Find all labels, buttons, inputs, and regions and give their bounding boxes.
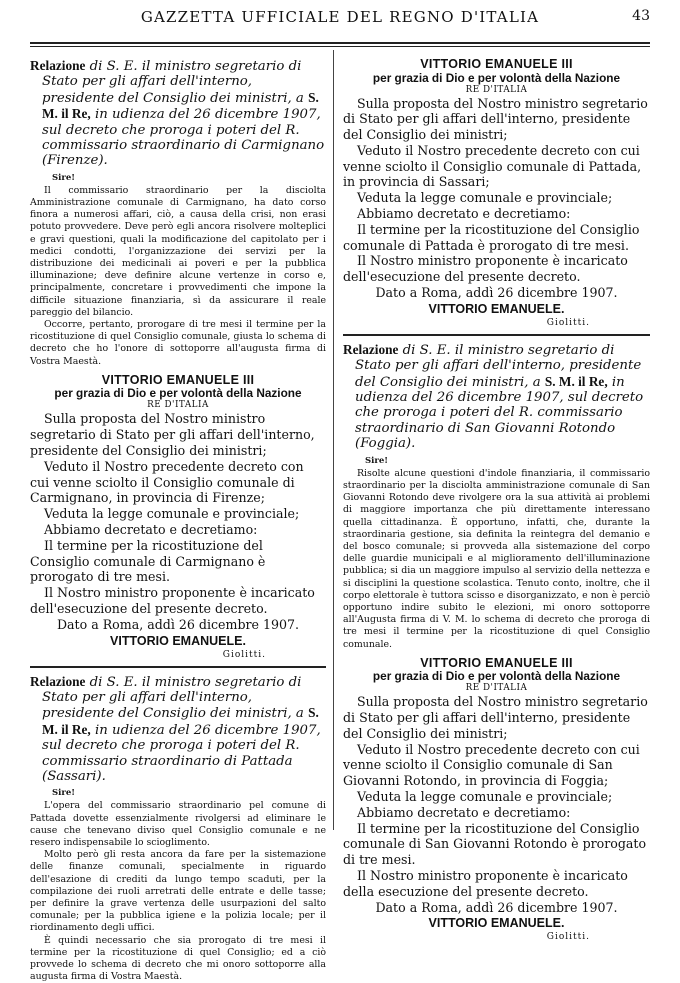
- relazione-heading-pre: di S. E. il ministro segretario di Stato per gli affari dell'interno, presidente del Consiglio dei ministri, a: [355, 342, 642, 390]
- decree-clause: Il termine per la ricostituzione del Consiglio comunale di San Giovanni Rotondo è prorogato di tre mesi.: [343, 820, 647, 868]
- sire-salutation: Sire!: [365, 455, 388, 466]
- decree-clause: Il termine per la ricostituzione del Consiglio comunale di Carmignano è prorogato di tre mesi.: [30, 537, 266, 585]
- header-rule-thick: [30, 42, 650, 44]
- section-separator: [30, 666, 326, 668]
- decree-king-name: VITTORIO EMANUELE III: [420, 655, 573, 670]
- decree-clause: Abbiamo decretato e decretiamo:: [357, 206, 571, 222]
- decree-countersign: Giolitti.: [546, 932, 590, 943]
- decree-signature: VITTORIO EMANUELE.: [428, 916, 565, 931]
- left-column: [30, 58, 326, 983]
- relazione-lead: Relazione: [30, 673, 86, 689]
- relazione-heading-post: in udienza del 26 dicembre 1907, sul decreto che proroga i poteri del R. commissario straordinario di San Giovanni Rotondo (Foggia).: [355, 374, 644, 452]
- report-paragraph: Il commissario straordinario per la disciolta Amministrazione comunale di Carmignano, ha dato corso finora a numerosi affari, ciò, a causa della crisi, non erasi potuto provvedere. Deve però egli ancora risolvere molteplici e gravi questioni, quali la modificazione del capitolato per i medici condotti, l'organizzazione dei servizi per la distribuzione dei medicinali ai poveri e per la pubblica illuminazione; deve definire alcune vertenze in corso e, principalmente, concretare i provvedimenti che impone la difficile situazione finanziaria, sì da assicurare il reale pareggio del bilancio.: [30, 184, 326, 318]
- header-rule-thin: [30, 46, 650, 47]
- sire-salutation: Sire!: [52, 172, 75, 183]
- decree-countersign: Giolitti.: [546, 317, 590, 328]
- relazione-carmignano: [30, 58, 326, 169]
- report-paragraph: Occorre, pertanto, prorogare di tre mesi il termine per la ricostituzione di quel Consiglio comunale, giusta lo schema di decreto che ho l'onore di sottoporre all'augusta firma di Vostra Maestà.: [30, 319, 326, 367]
- relazione-lead: Relazione: [30, 58, 86, 73]
- decree-clause: Sulla proposta del Nostro ministro segretario di Stato per gli affari dell'interno, presidente del Consiglio dei ministri;: [343, 95, 648, 143]
- decree-king-name: VITTORIO EMANUELE III: [420, 57, 573, 71]
- relazione-heading-post: in udienza del 26 dicembre 1907, sul decreto che proroga i poteri del R. commissario straordinario di Carmignano (Firenze).: [42, 107, 325, 169]
- decree-grace-formula: per grazia di Dio e per volontà della Nazione: [372, 669, 621, 684]
- decree-date: Dato a Roma, addì 26 dicembre 1907.: [375, 285, 618, 301]
- decree-re-italia: RE D'ITALIA: [465, 84, 528, 95]
- decree-clause: Sulla proposta del Nostro ministro segretario di Stato per gli affari dell'interno, presidente del Consiglio dei ministri;: [343, 694, 648, 741]
- decree-countersign: Giolitti.: [222, 649, 266, 660]
- decree-grace-formula: per grazia di Dio e per volontà della Nazione: [54, 386, 302, 401]
- decree-grace-formula: per grazia di Dio e per volontà della Nazione: [372, 70, 621, 85]
- decree-clause: Abbiamo decretato e decretiamo:: [44, 521, 258, 537]
- relazione-addressee: S. M. il Re,: [544, 373, 608, 389]
- decree-date: Dato a Roma, addì 26 dicembre 1907.: [56, 616, 300, 632]
- relazione-heading-post: in udienza del 26 dicembre 1907, sul decreto che proroga i poteri del R. commissario straordinario di Pattada (Sassari).: [42, 722, 321, 784]
- relazione-san-giovanni-rotondo: [343, 342, 650, 452]
- decree-clause: Il Nostro ministro proponente è incaricato dell'esecuzione del presente decreto.: [343, 253, 628, 285]
- decree-clause: Il Nostro ministro proponente è incaricato dell'esecuzione del presente decreto.: [30, 585, 315, 616]
- relazione-heading-pre: di S. E. il ministro segretario di Stato per gli affari dell'interno, presidente del Consiglio dei ministri, a: [42, 674, 304, 722]
- relazione-lead: Relazione: [343, 341, 399, 357]
- relazione-addressee: S. M. il Re,: [42, 89, 319, 122]
- section-separator: [343, 334, 650, 336]
- decree-clause: Il Nostro ministro proponente è incaricato della esecuzione del presente decreto.: [343, 868, 628, 899]
- right-column: [343, 58, 650, 942]
- report-paragraph: L'opera del commissario straordinario pel comune di Pattada dovette essenzialmente rivolgersi ad eliminare le cause che tenevano diviso quel Consiglio comunale e ne resero indispensabile lo scioglimento.: [30, 800, 326, 848]
- sire-salutation: Sire!: [52, 788, 75, 799]
- page-number: 43: [632, 8, 650, 24]
- decree-re-italia: RE D'ITALIA: [465, 683, 528, 694]
- decree-clause: Veduta la legge comunale e provinciale;: [44, 506, 300, 522]
- report-paragraph: Risolte alcune questioni d'indole finanziaria, il commissario straordinario per la disciolta amministrazione comunale di San Giovanni Rotondo deve rivolgere ora la sua attività ai problemi di maggiore importanza che più direttamente interessano quella cittadinanza. È opportuno, infatti, che, durante la straordinaria gestione, sia definita la reintegra del demanio e del bosco comunale; si provveda alla sistemazione del corpo delle guardie municipali e al miglioramento dell'illuminazione pubblica; si dia un maggiore impulso al servizio della nettezza e si disciplini la questione scolastica. Tenuto conto, inoltre, che il corpo elettorale è tuttora scisso e disorganizzato, e non è perciò opportuno indire subito le elezioni, mi onoro sottoporre all'Augusta firma di V. M. lo schema di decreto che proroga di tre mesi il termine per la ricostituzione di quel Consiglio comunale.: [343, 467, 650, 650]
- decree-clause: Veduto il Nostro precedente decreto con cui venne sciolto il Consiglio comunale di Pattada, in provincia di Sassari;: [343, 142, 642, 190]
- relazione-pattada: [30, 674, 326, 785]
- relazione-addressee: S. M. il Re,: [42, 705, 319, 737]
- decree-signature: VITTORIO EMANUELE.: [428, 301, 565, 316]
- decree-clause: Veduto il Nostro precedente decreto con cui venne sciolto il Consiglio comunale di Carmignano, in provincia di Firenze;: [30, 458, 304, 506]
- relazione-heading-pre: di S. E. il ministro segretario di Stato per gli affari dell'interno, presidente del Consiglio dei ministri, a: [42, 59, 304, 106]
- decree-clause: Abbiamo decretato e decretiamo:: [357, 804, 571, 820]
- decree-clause: Sulla proposta del Nostro ministro segretario di Stato per gli affari dell'interno, presidente del Consiglio dei ministri;: [30, 411, 315, 458]
- decree-date: Dato a Roma, addì 26 dicembre 1907.: [375, 899, 618, 915]
- decree-king-name: VITTORIO EMANUELE III: [101, 372, 255, 387]
- decree-clause: Il termine per la ricostituzione del Consiglio comunale di Pattada è prorogato di tre mesi.: [343, 221, 640, 253]
- page-header: [30, 0, 650, 44]
- decree-clause: Veduta la legge comunale e provinciale;: [357, 789, 613, 805]
- decree-signature: VITTORIO EMANUELE.: [110, 633, 246, 648]
- decree-clause: Veduta la legge comunale e provinciale;: [357, 190, 613, 206]
- report-paragraph: Molto però gli resta ancora da fare per la sistemazione delle finanze comunali, specialmente in riguardo dell'esazione di crediti da lungo tempo scaduti, per la compilazione dei ruoli arretrati delle entrate e delle tasse; per definire la grave vertenza delle usurpazioni del salto comunale; per la pubblica igiene e la polizia locale; per il riordinamento degli uffici.: [30, 849, 326, 934]
- decree-re-italia: RE D'ITALIA: [147, 400, 209, 411]
- column-divider: [333, 50, 334, 830]
- gazette-title: GAZZETTA UFFICIALE DEL REGNO D'ITALIA: [140, 8, 540, 26]
- report-paragraph: È quindi necessario che sia prorogato di tre mesi il termine per la ricostituzione di quel Consiglio; ed a ciò provvede lo schema di decreto che mi onoro sottoporre alla augusta firma di Vostra Maestà.: [30, 934, 326, 983]
- decree-clause: Veduto il Nostro precedente decreto con cui venne sciolto il Consiglio comunale di San Giovanni Rotondo, in provincia di Foggia;: [343, 741, 640, 789]
